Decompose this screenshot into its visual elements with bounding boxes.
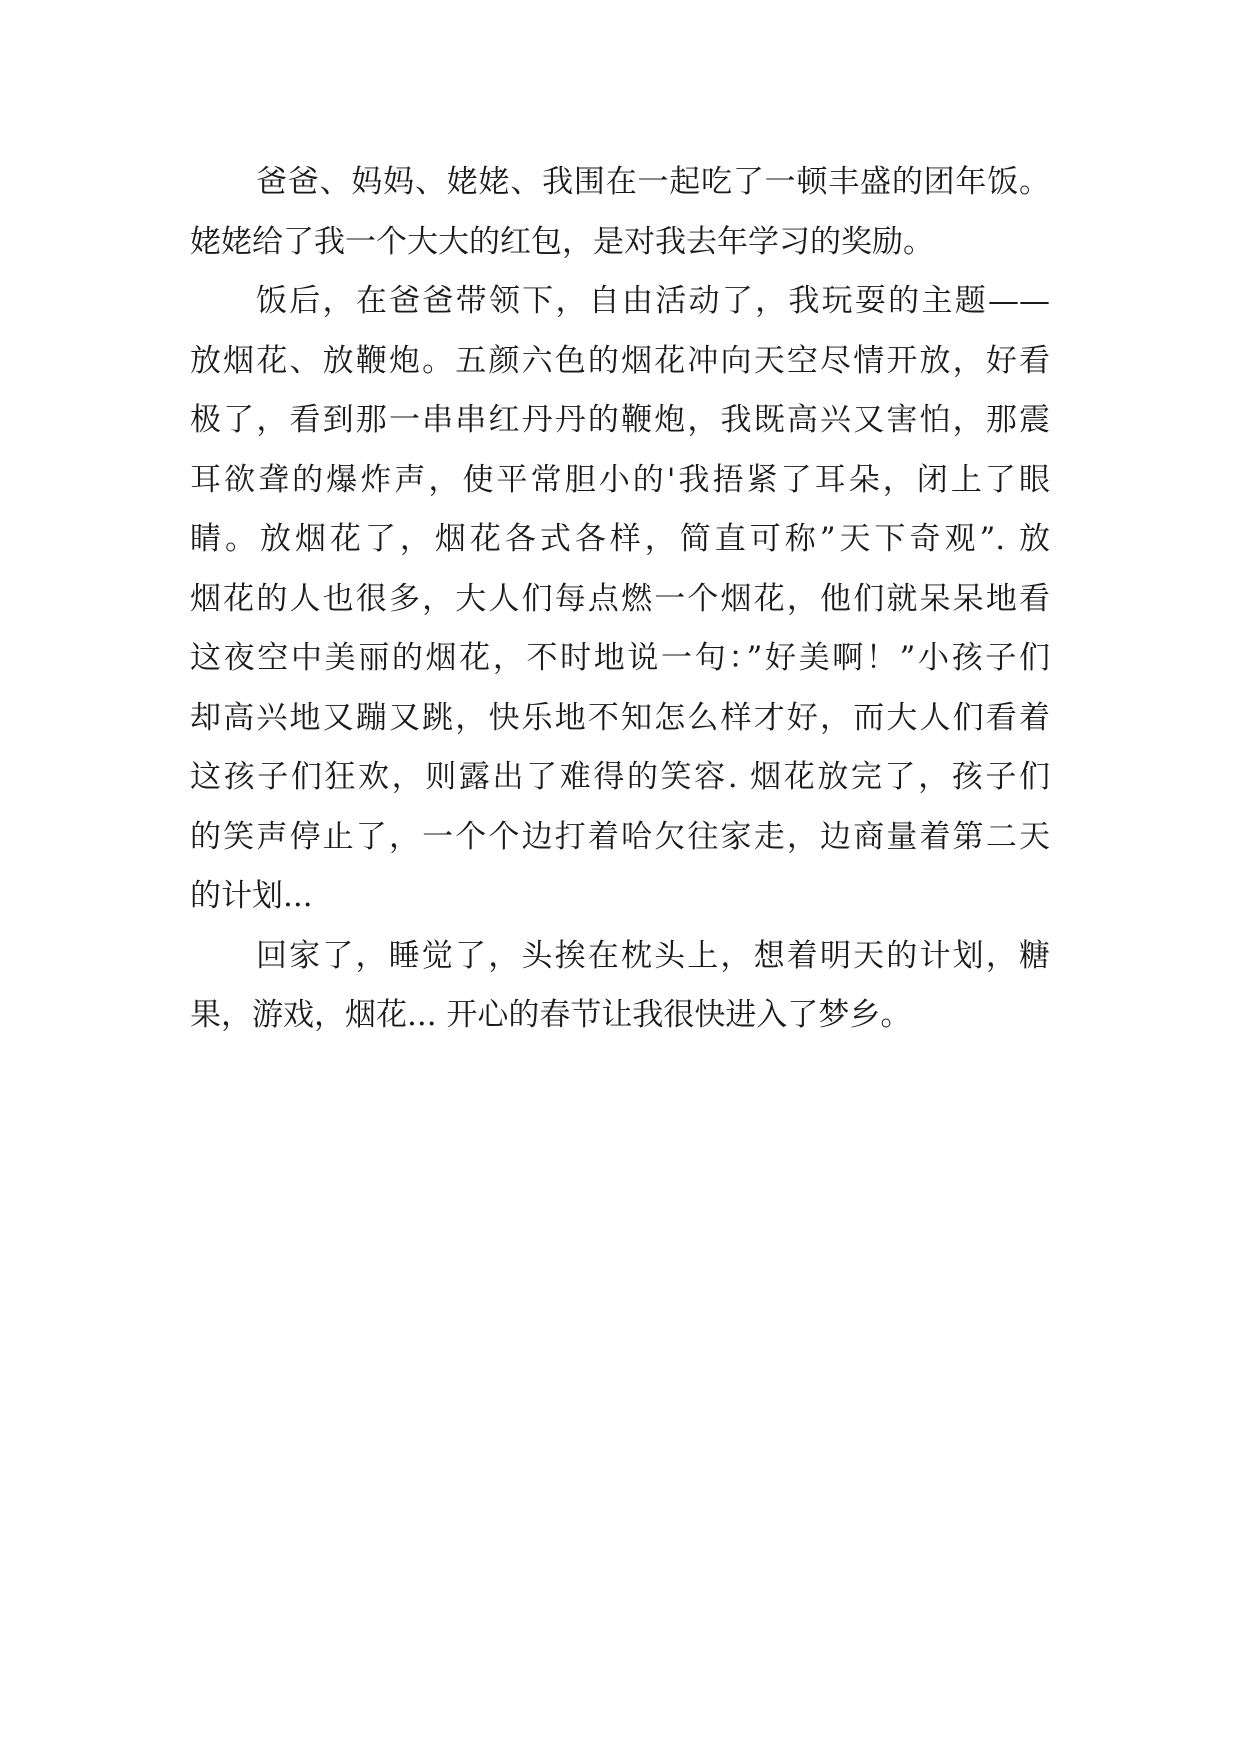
text-line: 回家了，睡觉了，头挨在枕头上，想着明天的计划，糖	[256, 937, 1050, 974]
text-line: 放烟花、放鞭炮。五颜六色的烟花冲向天空尽情开放，好看	[190, 342, 1050, 379]
text-line: 爸爸、妈妈、姥姥、我围在一起吃了一顿丰盛的团年饭。	[256, 164, 1050, 200]
text-line: 果，游戏，烟花... 开心的春节让我很快进入了梦乡。	[190, 997, 912, 1033]
text-line: 饭后，在爸爸带领下，自由活动了，我玩耍的主题——	[256, 283, 1050, 319]
text-line: 却高兴地又蹦又跳，快乐地不知怎么样才好，而大人们看着	[190, 699, 1050, 736]
paragraph	[190, 162, 1050, 281]
paragraph	[190, 281, 1050, 936]
text-line: 睛。放烟花了，烟花各式各样，简直可称”天下奇观”. 放	[190, 521, 1050, 557]
text-line: 姥姥给了我一个大大的红包，是对我去年学习的奖励。	[190, 223, 934, 260]
text-line: 极了，看到那一串串红丹丹的鞭炮，我既高兴又害怕，那震	[190, 402, 1050, 438]
text-line: 耳欲聋的爆炸声，使平常胆小的'我捂紧了耳朵，闭上了眼	[190, 461, 1050, 498]
text-line: 烟花的人也很多，大人们每点燃一个烟花，他们就呆呆地看	[190, 580, 1050, 617]
document-body	[190, 162, 1050, 1055]
text-line: 这孩子们狂欢，则露出了难得的笑容. 烟花放完了，孩子们	[190, 759, 1050, 795]
paragraph	[190, 936, 1050, 1055]
text-line: 的计划...	[190, 878, 313, 914]
text-line: 这夜空中美丽的烟花，不时地说一句：”好美啊！”小孩子们	[190, 640, 1050, 676]
text-line: 的笑声停止了，一个个边打着哈欠往家走，边商量着第二天	[190, 818, 1050, 855]
